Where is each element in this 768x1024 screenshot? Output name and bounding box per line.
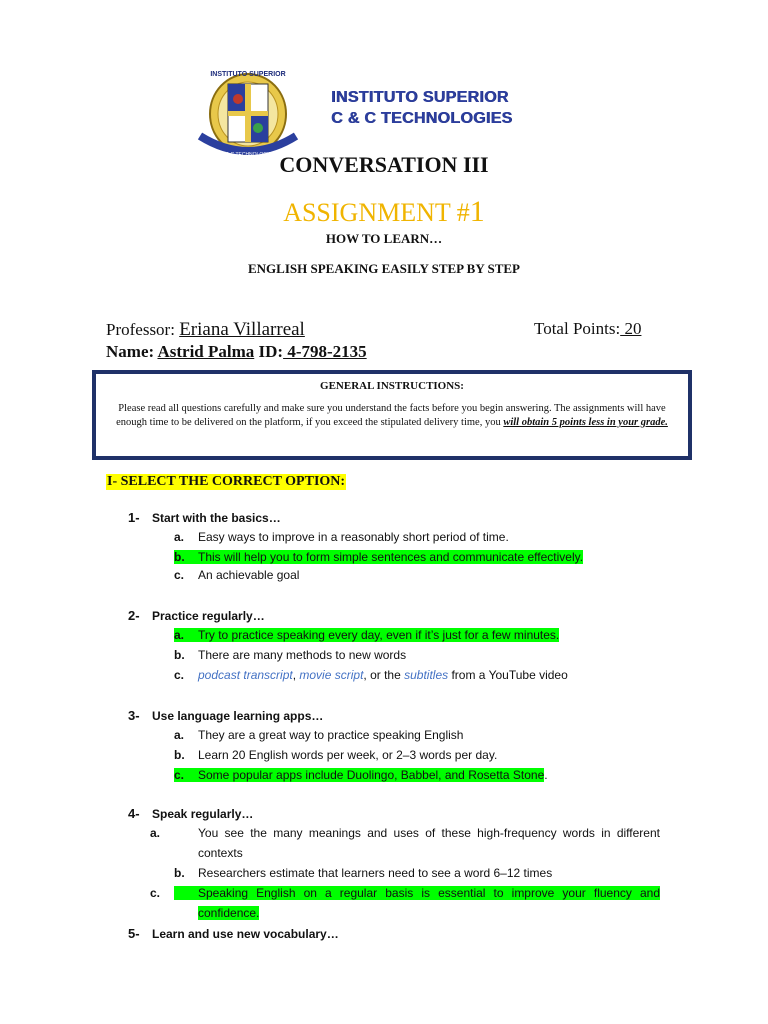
instructions-emphasis: will obtain 5 points less in your grade. bbox=[503, 417, 668, 428]
question-2 bbox=[128, 608, 265, 623]
section-heading: I- SELECT THE CORRECT OPTION: bbox=[107, 474, 346, 489]
link-podcast-transcript[interactable]: podcast transcript bbox=[198, 668, 293, 682]
professor-name: Eriana Villarreal bbox=[179, 319, 305, 340]
instructions-text: Please read all questions carefully and make sure you understand the facts before you begin answering. The assignments will have enough time to be delivered on the platform, if you exceed the stipulated delivery time, you bbox=[116, 403, 666, 428]
name-label: Name: bbox=[106, 342, 155, 361]
question-text: Start with the basics… bbox=[152, 511, 281, 525]
question-text: Speak regularly… bbox=[152, 807, 254, 821]
link-subtitles[interactable]: subtitles bbox=[404, 668, 449, 682]
question-text: Use language learning apps… bbox=[152, 709, 324, 723]
option-4c[interactable]: c. Speaking English on a regular basis is essential to improve your fluency and confidence. bbox=[150, 886, 660, 920]
professor-line bbox=[106, 319, 305, 341]
professor-label: Professor: bbox=[106, 320, 175, 339]
option-3c[interactable]: c. Some popular apps include Duolingo, Babbel, and Rosetta Stone. bbox=[174, 768, 548, 782]
question-4 bbox=[128, 806, 253, 821]
subtitle-how-to: HOW TO LEARN… bbox=[325, 231, 443, 246]
subtitle-english: ENGLISH SPEAKING EASILY STEP BY STEP bbox=[247, 261, 520, 276]
question-number: 1- bbox=[128, 510, 140, 525]
question-number: 5- bbox=[128, 926, 140, 941]
institute-logo bbox=[190, 66, 338, 166]
question-number: 4- bbox=[128, 806, 140, 821]
instructions-title: GENERAL INSTRUCTIONS: bbox=[320, 380, 464, 392]
points-value: 20 bbox=[620, 319, 642, 338]
option-1b[interactable]: b. This will help you to form simple sentences and communicate effectively. bbox=[174, 550, 584, 564]
question-number: 3- bbox=[128, 708, 140, 723]
option-1c[interactable]: c. An achievable goal bbox=[174, 568, 300, 582]
option-2a[interactable]: a. Try to practice speaking every day, even if it’s just for a few minutes. bbox=[174, 628, 560, 642]
points-label: Total Points: bbox=[534, 319, 621, 338]
link-movie-script[interactable]: movie script bbox=[299, 668, 364, 682]
student-id: 4-798-2135 bbox=[283, 342, 367, 361]
option-3a[interactable]: a. They are a great way to practice speaking English bbox=[174, 728, 464, 742]
question-text: Learn and use new vocabulary… bbox=[152, 927, 339, 941]
option-4a[interactable]: a. You see the many meanings and uses of these high-frequency words in different contexts bbox=[150, 826, 660, 860]
student-name: Astrid Palma bbox=[157, 342, 255, 361]
assignment-number: 1 bbox=[469, 195, 485, 228]
option-2c[interactable]: c. podcast transcript, movie script, or the subtitles from a YouTube video bbox=[174, 668, 568, 682]
option-2b[interactable]: b. There are many methods to new words bbox=[174, 648, 407, 662]
instructions-body bbox=[108, 402, 676, 430]
assignment-prefix: ASSIGNMENT # bbox=[283, 198, 470, 227]
id-label: ID: bbox=[258, 342, 284, 361]
institution-line1: INSTITUTO SUPERIOR bbox=[331, 89, 509, 106]
institution-line2: C & C TECHNOLOGIES bbox=[331, 110, 513, 127]
option-3b[interactable]: b. Learn 20 English words per week, or 2–3 words per day. bbox=[174, 748, 498, 762]
instructions-box bbox=[92, 370, 692, 460]
question-3 bbox=[128, 708, 323, 723]
logo-bottom-text: C & C TECHNOLOGIES bbox=[220, 152, 276, 158]
total-points bbox=[534, 319, 641, 339]
question-text: Practice regularly… bbox=[152, 609, 265, 623]
option-1a[interactable]: a. Easy ways to improve in a reasonably short period of time. bbox=[174, 530, 509, 544]
question-1 bbox=[128, 510, 281, 525]
logo-ring-text: INSTITUTO SUPERIOR bbox=[210, 71, 286, 78]
question-number: 2- bbox=[128, 608, 140, 623]
student-line bbox=[106, 342, 367, 362]
question-5 bbox=[128, 926, 339, 941]
course-title: CONVERSATION III bbox=[279, 152, 489, 177]
assignment-title bbox=[0, 195, 768, 229]
option-4b[interactable]: b. Researchers estimate that learners need to see a word 6–12 times bbox=[174, 866, 553, 880]
